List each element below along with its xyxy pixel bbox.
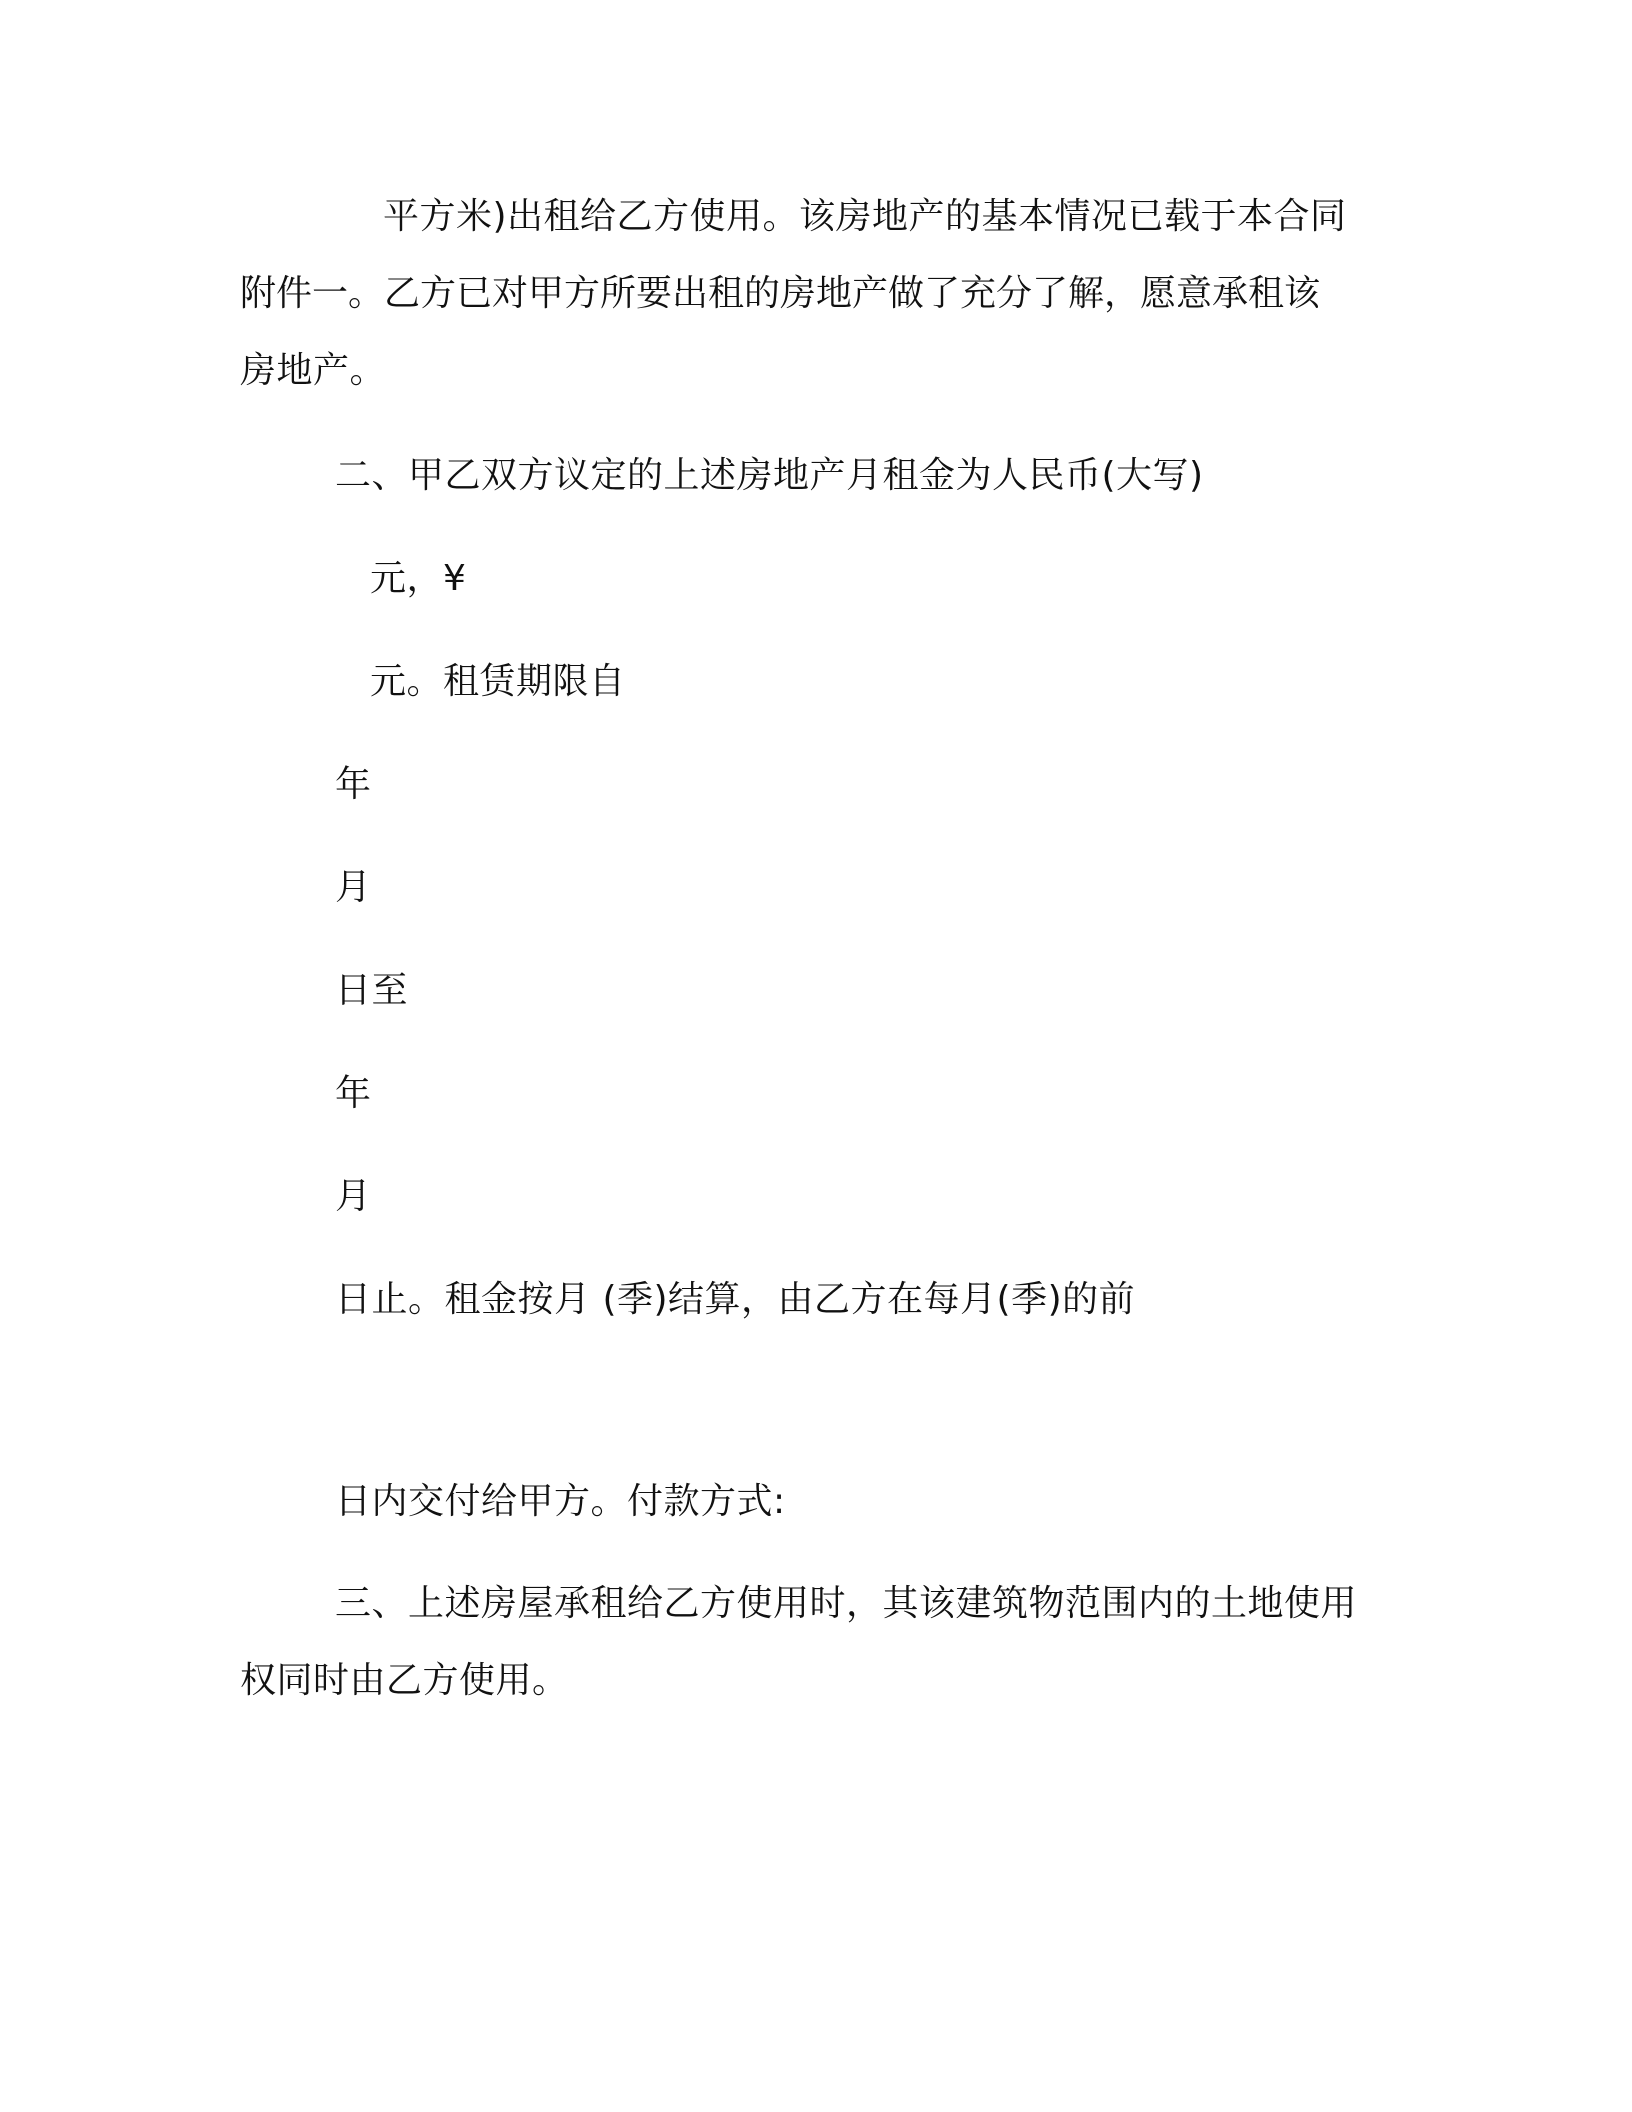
paragraph-line: 平方米)出租给乙方使用。该房地产的基本情况已载于本合同 xyxy=(383,196,1347,237)
article-3-line: 权同时由乙方使用。 xyxy=(240,1660,569,1701)
article-2-line: 日内交付给甲方。付款方式: xyxy=(335,1481,786,1522)
article-2-heading: 二、甲乙双方议定的上述房地产月租金为人民币(大写) xyxy=(335,455,1204,496)
article-2-line: 月 xyxy=(335,867,372,908)
paragraph-line: 房地产。 xyxy=(240,350,387,391)
article-3-heading: 三、上述房屋承租给乙方使用时，其该建筑物范围内的土地使用 xyxy=(335,1583,1358,1624)
article-2-line: 日止。租金按月 (季)结算，由乙方在每月(季)的前 xyxy=(335,1279,1136,1320)
article-2-line: 年 xyxy=(335,1073,372,1114)
article-2-line: 月 xyxy=(335,1176,372,1217)
article-2-line: 日至 xyxy=(335,970,409,1011)
article-2-line: 元。租赁期限自 xyxy=(370,661,626,702)
article-2-line: 年 xyxy=(335,764,372,805)
article-2-line: 元，¥ xyxy=(370,558,467,599)
paragraph-line: 附件一。乙方已对甲方所要出租的房地产做了充分了解，愿意承租该 xyxy=(240,273,1321,314)
